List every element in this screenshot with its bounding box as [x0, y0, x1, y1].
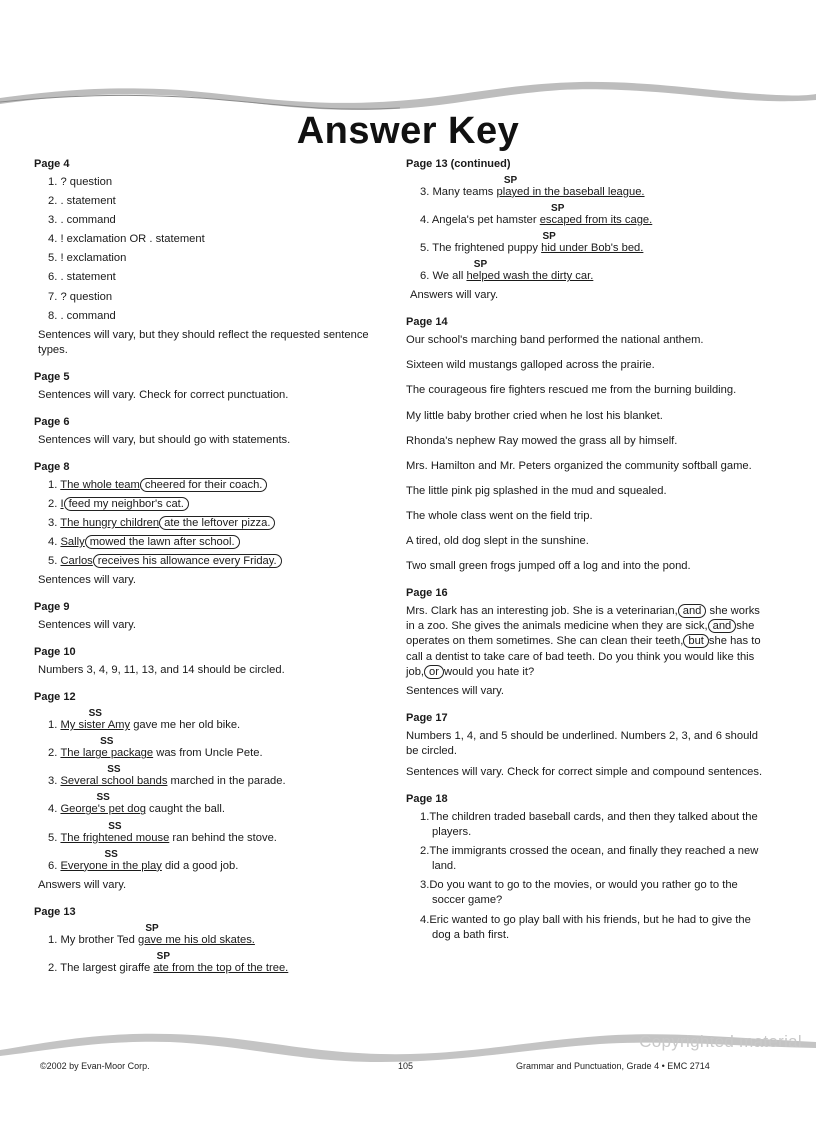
- section-note: Sentences will vary, but should go with statements.: [38, 433, 291, 446]
- item-number: 3.: [48, 775, 58, 788]
- section-heading: Page 13: [34, 905, 76, 918]
- section-page-4: [34, 157, 374, 358]
- predicate-circled: feed my neighbor's cat.: [64, 497, 189, 511]
- sentence-rest: did a good job.: [164, 859, 239, 872]
- list-item: [34, 708, 374, 733]
- list-item: [406, 231, 766, 256]
- section-page-13: [34, 905, 374, 976]
- sentence-rest: ran behind the stove.: [172, 831, 277, 844]
- list-item: [406, 259, 766, 284]
- section-page-14: [406, 315, 766, 574]
- list-item: [34, 736, 374, 761]
- item-number: 1.: [48, 933, 58, 946]
- section-page-5: [34, 370, 374, 403]
- item-number: 2.: [48, 961, 58, 974]
- list-item: [34, 792, 374, 817]
- subject-text: George's pet dog: [60, 803, 146, 816]
- list-item: [34, 554, 374, 569]
- list-item: 7. ? question: [48, 290, 113, 303]
- section-heading: Page 9: [34, 601, 70, 614]
- simple-predicate: [539, 202, 653, 226]
- simple-subject: [60, 820, 170, 844]
- ss-mark: SS: [88, 708, 102, 720]
- conjunction-circled: but: [683, 634, 709, 648]
- paragraph-text: Mrs. Clark has an interesting job. She is a veterinarian,: [406, 605, 678, 618]
- list-item: 4.Eric wanted to go play ball with his friends, but he had to give the dog a bath first.: [420, 913, 751, 941]
- section-note: Sentences will vary, but they should reflect the requested sentence types.: [38, 328, 369, 356]
- list-item: [34, 820, 374, 846]
- sentence: Rhonda's nephew Ray mowed the grass all by himself.: [406, 434, 678, 447]
- sentence-rest: caught the ball.: [149, 803, 225, 816]
- predicate-circled: cheered for their coach.: [140, 478, 268, 492]
- sp-mark: SP: [542, 231, 556, 243]
- item-number: 6.: [48, 859, 58, 872]
- paragraph-text: she has to call a dentist to take care of bad teeth. Do you think you would like this job,: [406, 635, 761, 678]
- section-heading: Page 5: [34, 370, 70, 383]
- sentence: The whole class went on the field trip.: [406, 510, 593, 522]
- list-item: 1.The children traded baseball cards, and then they talked about the players.: [420, 810, 758, 838]
- ss-mark: SS: [104, 848, 118, 860]
- list-item: [34, 764, 374, 789]
- sentence: The little pink pig splashed in the mud and squealed.: [406, 484, 667, 497]
- simple-subject: [60, 792, 146, 816]
- subject-underlined: I: [60, 497, 64, 510]
- item-number: 5.: [420, 242, 430, 255]
- ss-mark: SS: [96, 792, 110, 804]
- item-number: 4.: [48, 803, 58, 816]
- section-note: Answers will vary.: [410, 289, 499, 302]
- section-page-9: [34, 600, 374, 633]
- list-item: [34, 535, 374, 550]
- section-heading: Page 6: [34, 415, 70, 428]
- list-item: 6. . statement: [48, 271, 116, 284]
- sentence: Our school's marching band performed the national anthem.: [406, 334, 704, 347]
- simple-predicate: [496, 174, 645, 198]
- conjunction-circled: or: [424, 665, 444, 679]
- predicate-text: played in the baseball league.: [496, 185, 645, 198]
- copyright-watermark: Copyrighted material: [639, 1032, 802, 1051]
- sentence: Sixteen wild mustangs galloped across the prairie.: [406, 359, 655, 372]
- footer-page-number: 105: [398, 1061, 414, 1071]
- list-item: [34, 516, 374, 531]
- sp-mark: SP: [503, 174, 518, 186]
- section-page-10: [34, 645, 374, 678]
- section-page-6: [34, 415, 374, 448]
- subject-underlined: The whole team: [60, 478, 140, 491]
- paragraph: Numbers 1, 4, and 5 should be underlined. Numbers 2, 3, and 6 should be circled.: [406, 729, 759, 757]
- predicate-text: ate from the top of the tree.: [153, 961, 289, 974]
- sentence: Mrs. Hamilton and Mr. Peters organized the community softball game.: [406, 459, 752, 472]
- paragraph-text: she operates on them sometimes. She can clean their teeth,: [406, 620, 755, 648]
- list-item: 5. ! exclamation: [48, 252, 127, 265]
- section-page-8: [34, 460, 374, 589]
- item-number: 2.: [48, 747, 58, 760]
- subject-text: Everyone in the play: [60, 859, 162, 872]
- list-item: 2. . statement: [48, 194, 116, 207]
- section-note: Sentences will vary.: [406, 684, 505, 697]
- list-item: 4. ! exclamation OR . statement: [48, 233, 205, 246]
- section-page-18: [406, 792, 766, 943]
- simple-predicate: [153, 950, 289, 974]
- sentence: A tired, old dog slept in the sunshine.: [406, 535, 589, 548]
- left-column: [34, 157, 374, 988]
- conjunction-circled: and: [678, 604, 707, 618]
- simple-subject: [60, 764, 168, 788]
- list-item: [34, 478, 374, 493]
- item-number: 6.: [420, 270, 430, 283]
- simple-subject: [60, 708, 131, 732]
- sentence-lead: Many teams: [432, 185, 494, 198]
- simple-subject: [60, 848, 162, 872]
- sentence-rest: gave me her old bike.: [133, 719, 241, 732]
- sentence-lead: Angela's pet hamster: [431, 213, 537, 226]
- section-heading: Page 14: [406, 316, 448, 329]
- item-number: 4.: [420, 213, 430, 226]
- list-item: 1. ? question: [48, 175, 113, 188]
- list-item: 8. . command: [48, 309, 116, 322]
- predicate-text: hid under Bob's bed.: [541, 242, 644, 255]
- paragraph-text: she works in a zoo. She gives the animals medicine when they are sick,: [406, 605, 760, 633]
- section-note: Numbers 3, 4, 9, 11, 13, and 14 should be circled.: [38, 664, 285, 677]
- section-note: Sentences will vary.: [38, 619, 137, 632]
- page-title: Answer Key: [296, 110, 520, 152]
- predicate-text: gave me his old skates.: [137, 933, 255, 946]
- section-heading: Page 18: [406, 793, 448, 805]
- item-number: 3.: [420, 185, 430, 198]
- sentence: The courageous fire fighters rescued me from the burning building.: [406, 384, 737, 397]
- subject-underlined: The hungry children: [60, 516, 160, 529]
- subject-text: My sister Amy: [60, 719, 131, 732]
- section-heading: Page 13 (continued): [406, 158, 511, 170]
- item-number: 5.: [48, 555, 58, 568]
- section-heading: Page 8: [34, 460, 70, 473]
- item-number: 3.: [48, 516, 58, 529]
- simple-predicate: [541, 231, 644, 255]
- section-note: Sentences will vary. Check for correct punctuation.: [38, 388, 289, 401]
- simple-subject: [60, 736, 154, 760]
- sentence-rest: marched in the parade.: [170, 775, 286, 788]
- section-heading: Page 17: [406, 711, 448, 724]
- list-item: 3.Do you want to go to the movies, or would you rather go to the soccer game?: [420, 879, 738, 907]
- subject-text: The frightened mouse: [60, 831, 170, 844]
- list-item: [34, 922, 374, 948]
- sentence: Two small green frogs jumped off a log and into the pond.: [406, 560, 691, 573]
- predicate-text: escaped from its cage.: [539, 213, 653, 226]
- sentence-lead: We all: [432, 270, 464, 283]
- footer-copyright: ©2002 by Evan-Moor Corp.: [40, 1061, 150, 1071]
- sentence-rest: was from Uncle Pete.: [156, 747, 263, 760]
- sentence-lead: The largest giraffe: [60, 961, 151, 974]
- conjunction-circled: and: [708, 619, 737, 633]
- item-number: 5.: [48, 831, 58, 844]
- simple-predicate: [137, 922, 255, 946]
- list-item: [406, 174, 766, 200]
- footer-book-title: Grammar and Punctuation, Grade 4 • EMC 2714: [516, 1061, 710, 1071]
- list-item: [34, 497, 374, 512]
- paragraph: [406, 604, 766, 680]
- predicate-circled: mowed the lawn after school.: [85, 535, 240, 549]
- section-heading: Page 16: [406, 587, 448, 600]
- sp-mark: SP: [156, 950, 170, 962]
- subject-text: Several school bands: [60, 775, 168, 788]
- ss-mark: SS: [108, 820, 122, 832]
- section-heading: Page 4: [34, 158, 70, 170]
- list-item: 2.The immigrants crossed the ocean, and finally they reached a new land.: [420, 845, 759, 873]
- paragraph: Sentences will vary. Check for correct simple and compound sentences.: [406, 765, 763, 778]
- list-item: [406, 202, 766, 228]
- subject-underlined: Sally: [60, 536, 85, 549]
- list-item: 3. . command: [48, 214, 116, 227]
- simple-predicate: [466, 259, 594, 283]
- sentence: My little baby brother cried when he lost his blanket.: [406, 409, 663, 422]
- sp-mark: SP: [473, 259, 488, 271]
- predicate-circled: receives his allowance every Friday.: [93, 554, 282, 568]
- subject-underlined: Carlos: [60, 555, 93, 568]
- section-page-12: [34, 690, 374, 893]
- section-note: Sentences will vary.: [38, 574, 137, 587]
- item-number: 1.: [48, 719, 58, 732]
- section-page-13-continued: [406, 157, 766, 303]
- item-number: 2.: [48, 497, 58, 510]
- sentence-lead: The frightened puppy: [432, 242, 538, 255]
- section-page-16: [406, 586, 766, 699]
- subject-text: The large package: [60, 747, 154, 760]
- list-item: [34, 848, 374, 874]
- sp-mark: SP: [551, 202, 565, 214]
- sp-mark: SP: [145, 922, 159, 934]
- predicate-circled: ate the leftover pizza.: [159, 516, 275, 530]
- section-page-17: [406, 711, 766, 780]
- section-heading: Page 12: [34, 691, 76, 704]
- sentence-lead: My brother Ted: [60, 933, 135, 946]
- item-number: 1.: [48, 478, 58, 491]
- paragraph-text: would you hate it?: [444, 665, 535, 678]
- list-item: [34, 950, 374, 976]
- ss-mark: SS: [100, 736, 114, 748]
- predicate-text: helped wash the dirty car.: [466, 270, 594, 283]
- top-wave-border: [0, 72, 816, 114]
- item-number: 4.: [48, 536, 58, 549]
- section-note: Answers will vary.: [38, 878, 127, 891]
- section-heading: Page 10: [34, 646, 76, 659]
- right-column: [406, 157, 766, 955]
- ss-mark: SS: [107, 764, 121, 776]
